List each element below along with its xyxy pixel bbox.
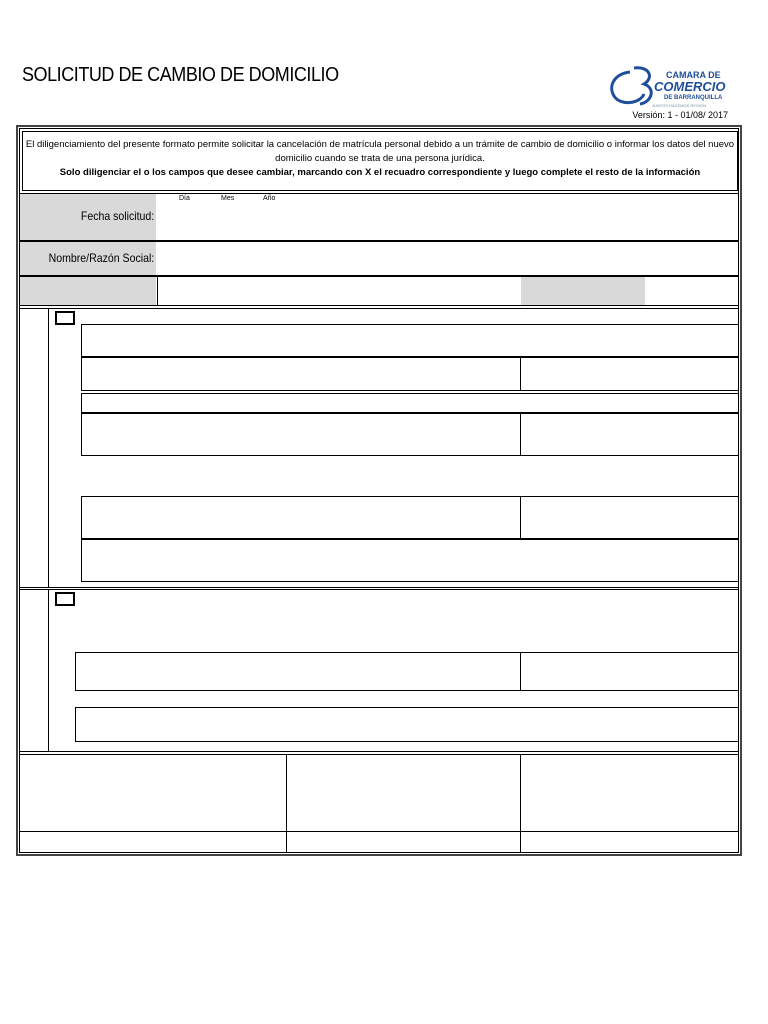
section-1-field-c[interactable] [520, 357, 739, 391]
name-input[interactable] [157, 242, 738, 275]
signature-field-3[interactable] [521, 755, 738, 831]
section-2-field-a[interactable] [75, 652, 521, 691]
logo-line1: CAMARA DE [666, 70, 721, 80]
id-label-cell [20, 277, 156, 305]
signature-baseline [20, 831, 738, 832]
logo-line2: COMERCIO [654, 79, 726, 94]
section-1-field-a[interactable] [81, 324, 739, 357]
section-1-field-i[interactable] [81, 539, 739, 582]
signature-field-1[interactable] [20, 755, 286, 831]
dv-label-cell [521, 277, 645, 305]
section-1-divider [48, 309, 49, 587]
date-label: Fecha solicitud: [80, 209, 155, 223]
section-1-field-b[interactable] [81, 357, 521, 391]
section-2-divider [48, 590, 49, 751]
name-label: Nombre/Razón Social: [48, 251, 155, 265]
day-label: Día [179, 195, 190, 202]
section-1-field-h[interactable] [520, 496, 739, 539]
month-label: Mes [221, 195, 235, 202]
signature-field-2[interactable] [287, 755, 520, 831]
year-label: Año [263, 195, 276, 202]
version-text: Versión: 1 - 01/08/ 2017 [632, 110, 728, 120]
section-2-field-c[interactable] [75, 707, 739, 742]
logo-swoosh-icon [612, 68, 652, 104]
logo-tagline: JUNTOS HACEMOS REGIÓN [652, 103, 707, 108]
intro-text: El diligenciamiento del presente formato permite solicitar la cancelación de matrícula personal debido a un trámite de cambio de domicilio o informar los datos del nuevo domicilio cuando se trata de una persona jurídica. [25, 139, 735, 164]
logo-line3: DE BARRANQUILLA [664, 95, 723, 101]
section-2-checkbox[interactable] [55, 592, 75, 606]
intro-instruction: Solo diligenciar el o los campos que desee cambiar, marcando con X el recuadro correspondiente y luego complete el resto de la información [59, 167, 701, 178]
section-1-field-e[interactable] [81, 413, 521, 456]
dv-input[interactable] [645, 277, 738, 305]
date-input[interactable] [157, 204, 738, 240]
section-1-field-g[interactable] [81, 496, 521, 539]
camara-comercio-logo [606, 64, 730, 110]
page-title: SOLICITUD DE CAMBIO DE DOMICILIO [22, 64, 339, 86]
section-1-field-f[interactable] [520, 413, 739, 456]
intro-box [22, 131, 738, 191]
section-1-field-d[interactable] [81, 393, 739, 413]
section-1-checkbox[interactable] [55, 311, 75, 325]
id-input[interactable] [157, 277, 521, 305]
section-2-field-b[interactable] [520, 652, 739, 691]
